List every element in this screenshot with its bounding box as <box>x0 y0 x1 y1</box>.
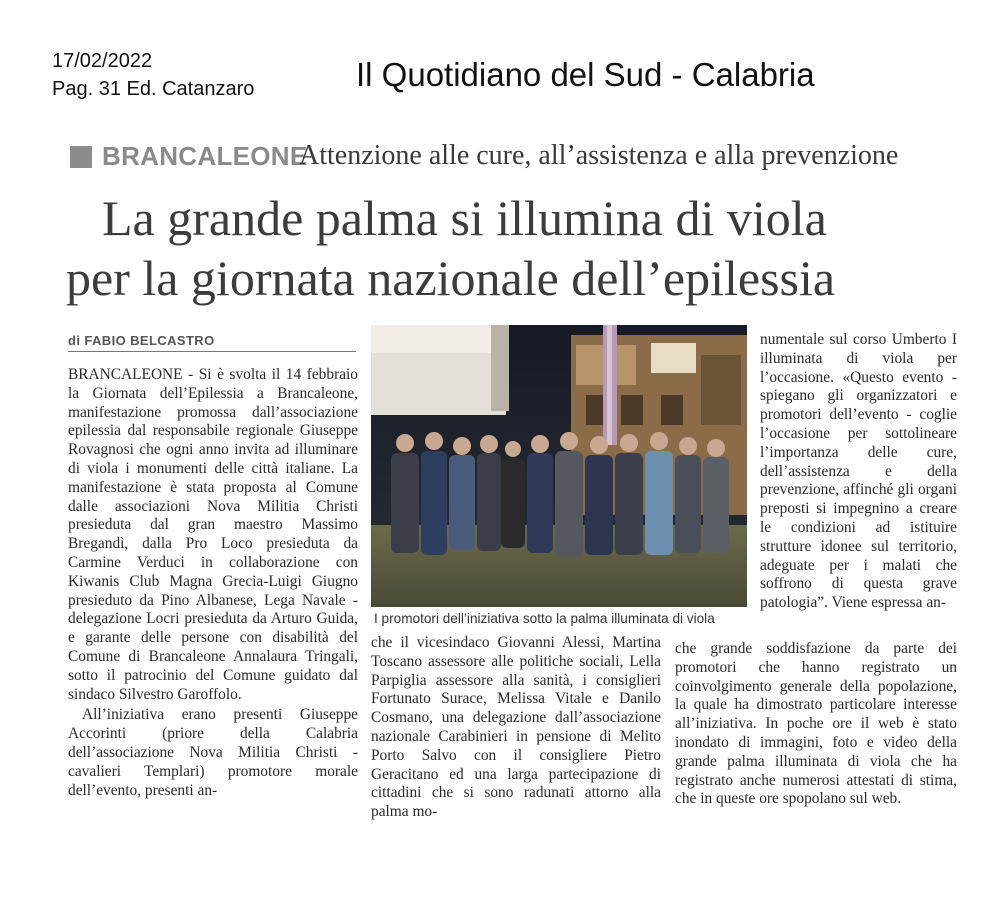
kicker-subtitle: Attenzione alle cure, all’assistenza e alla prevenzione <box>299 140 899 171</box>
paragraph-1: BRANCALEONE - Si è svolta il 14 febbraio la Giornata dell’Epilessia a Brancaleone, manifestazione promossa dall’associazione epilessia dal responsabile regionale Giuseppe Rovagnosi che ogni anno invita ad illuminare di viola i monumenti delle città italiane. La manifestazione è stata proposta al Comune dalle associazioni Nova Militia Christi presieduta dal gran maestro Massimo Bregandì, dalla Pro Loco presieduta da Carmine Verduci in collaborazione con Kiwanis Club Magna Grecia-Luigi Giugno presieduto da Pino Albanese, Lega Navale - delegazione Locri presieduta da Arturo Guida, e garante delle persone con disabilità del Comune di Brancaleone Annalaura Tringali, sotto il patrocinio del Comune guidato dal sindaco Silvestro Garoffolo. <box>68 366 358 703</box>
kicker-square-icon <box>70 146 92 168</box>
page-edition: Pag. 31 Ed. Catanzaro <box>52 78 255 100</box>
event-photo <box>371 325 747 607</box>
byline-rule <box>68 351 356 352</box>
paragraph-2: All’iniziativa erano presenti Giuseppe Accorinti (priore della Calabria dell’associazione Nova Militia Christi - cavalieri Templari) promotore morale dell’evento, presenti an- <box>68 706 358 799</box>
section-kicker: BRANCALEONE <box>102 141 308 171</box>
article-column-3-top <box>760 331 957 613</box>
newspaper-title: Il Quotidiano del Sud - Calabria <box>356 56 815 93</box>
photo-caption: I promotori dell’iniziativa sotto la palma illuminata di viola <box>374 611 715 626</box>
group-photo-image <box>371 325 747 607</box>
headline-line-2: per la giornata nazionale dell’epilessia <box>66 250 836 306</box>
paragraph-4: numentale sul corso Umberto I illuminata di viola per l’occasione. «Questo evento - spiegano gli organizzatori e promotori dell’evento - coglie l’occasione per sottolineare l’importanza delle cure, dell’assistenza e della prevenzione, affinché gli organi preposti si impegnino a creare le condizioni ad istituire strutture idonee sul territorio, adeguate per i malati che soffrono di questa grave patologia”. Viene espressa an- <box>760 331 957 612</box>
paragraph-5: che grande soddisfazione da parte dei promotori che hanno registrato un coinvolgimento generale della popolazione, la quale ha dimostrato particolare interesse all’iniziativa. In poche ore il web è stato inondato di immagini, foto e video della grande palma illuminata di viola che ha registrato anche numerosi attestati di stima, che in queste ore spopolano sul web. <box>675 640 957 808</box>
article-column-3-bottom <box>675 640 957 809</box>
publication-date: 17/02/2022 <box>52 50 153 72</box>
headline-line-1: La grande palma si illumina di viola <box>102 190 827 246</box>
byline: di FABIO BELCASTRO <box>68 333 215 348</box>
paragraph-3: che il vicesindaco Giovanni Alessi, Martina Toscano assessore alle politiche sociali, Lella Parpiglia assessore alla sanità, i consiglieri Fortunato Surace, Melissa Vitale e Danilo Cosmano, una delegazione dall’associazione nazionale Carabinieri in pensione di Melito Porto Salvo con il consigliere Pietro Geracitano ed una larga partecipazione di cittadini che si sono radunati attorno alla palma mo- <box>371 634 661 821</box>
article-column-2 <box>371 634 661 822</box>
article-column-1 <box>68 366 358 800</box>
